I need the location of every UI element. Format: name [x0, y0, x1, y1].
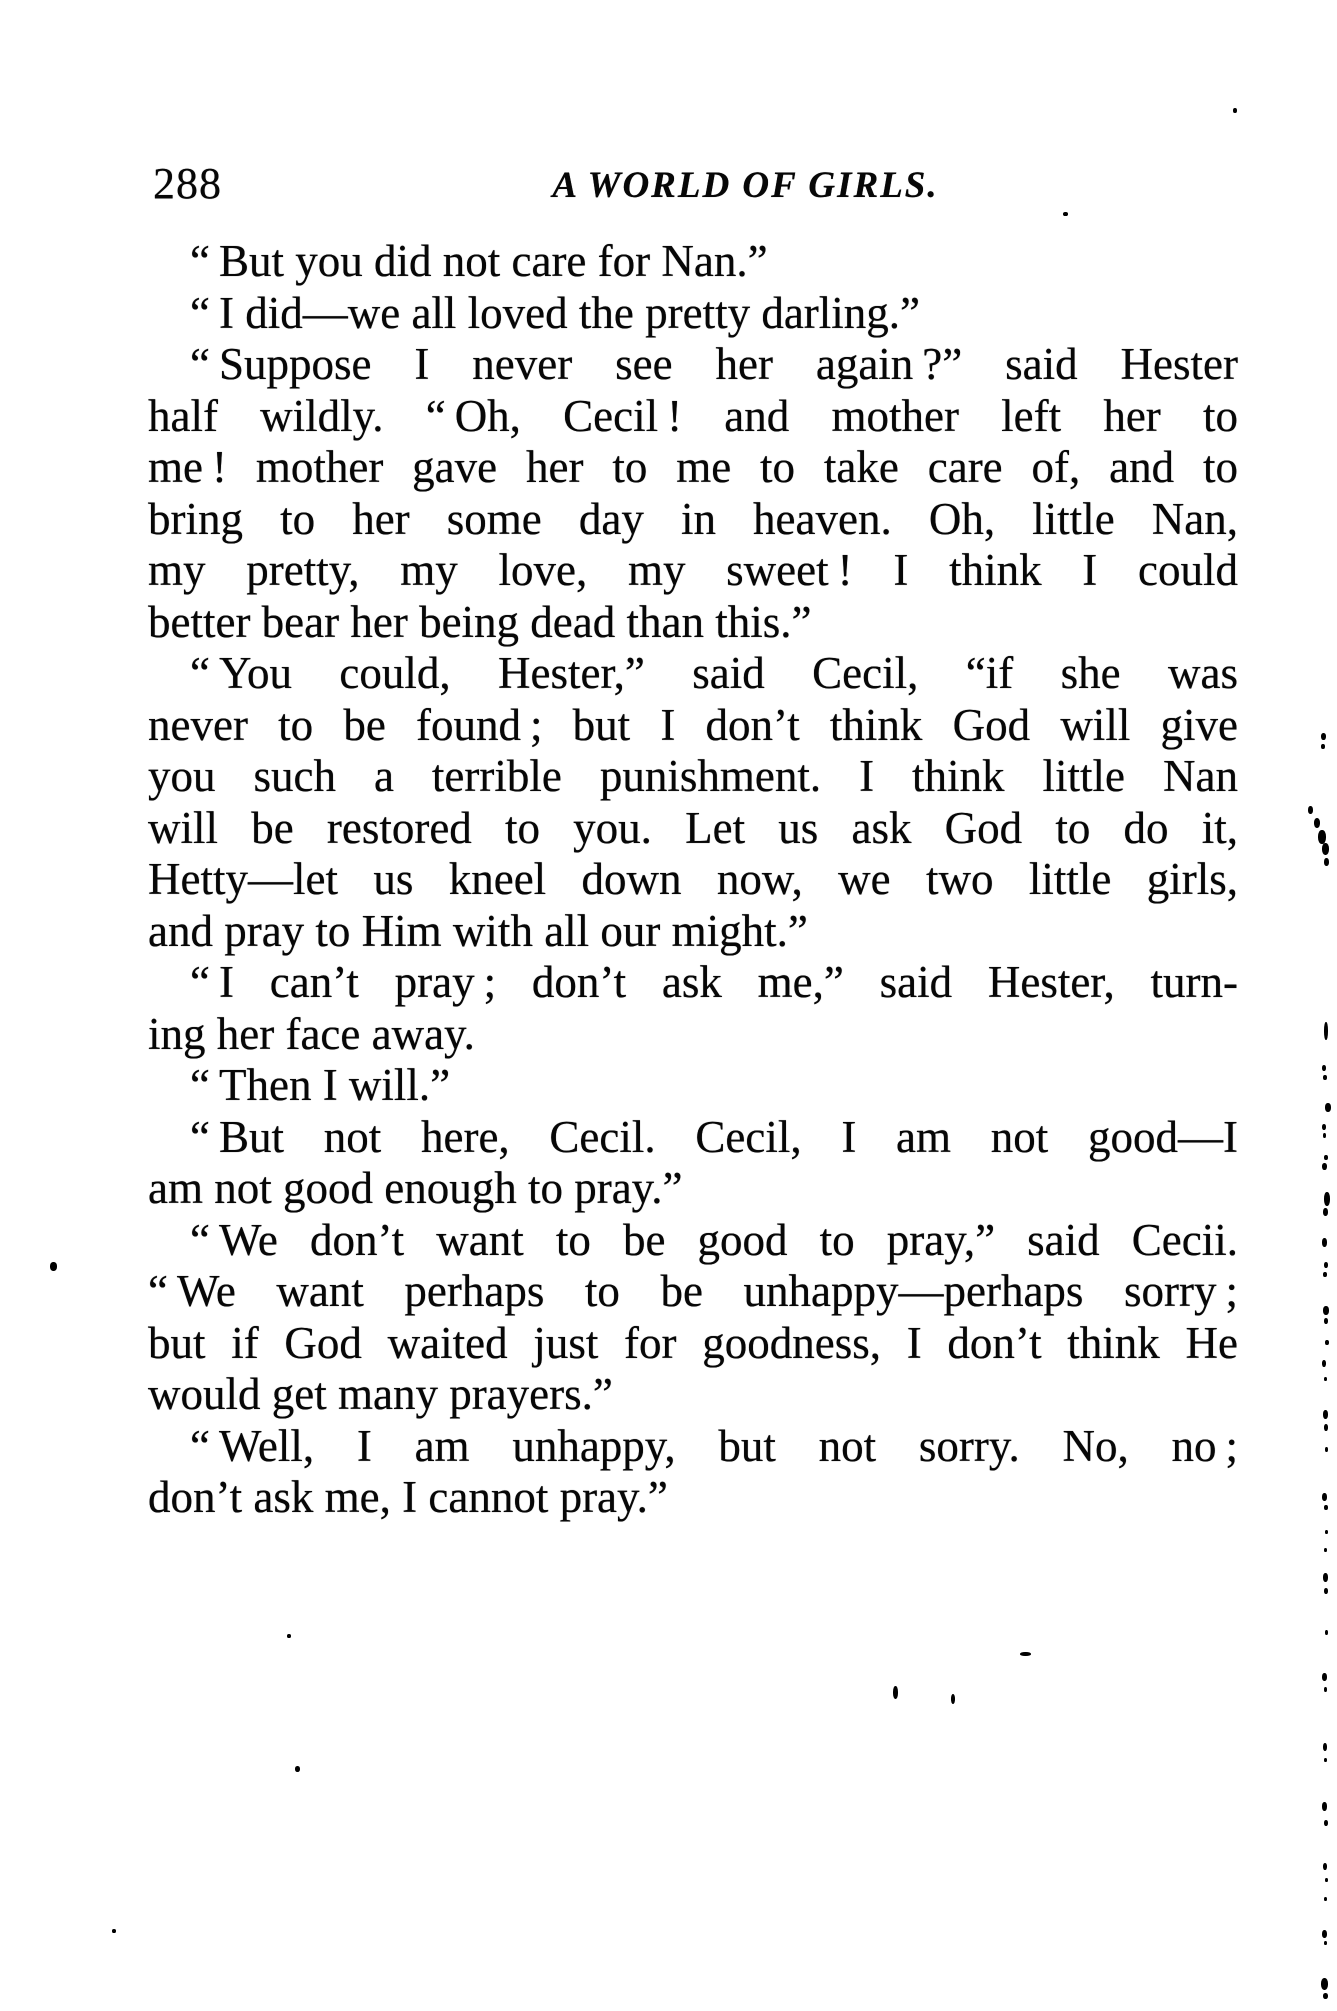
ink-speck — [1324, 1192, 1330, 1206]
ink-speck — [287, 1634, 291, 1638]
ink-speck — [1324, 1155, 1328, 1160]
ink-speck — [1020, 1652, 1031, 1656]
ink-speck — [1325, 1447, 1328, 1452]
ink-speck — [1314, 818, 1320, 828]
ink-speck — [893, 1686, 898, 1699]
text-line: half wildly. “ Oh, Cecil ! and mother left her to — [148, 390, 1238, 441]
ink-speck — [1233, 108, 1237, 113]
ink-speck — [1325, 1630, 1328, 1635]
ink-speck — [1325, 1340, 1329, 1345]
text-line: “ Suppose I never see her again ?” said Hester — [190, 339, 1238, 389]
ink-speck — [1321, 733, 1326, 740]
ink-speck — [1322, 1930, 1327, 1938]
page-number: 288 — [153, 159, 222, 208]
text-line: “ Then I will.” — [190, 1060, 451, 1110]
ink-speck — [295, 1766, 300, 1772]
ink-speck — [1322, 1493, 1327, 1501]
ink-speck — [1308, 806, 1313, 814]
text-line: ing her face away. — [148, 1008, 475, 1059]
ink-speck — [1325, 1103, 1331, 1112]
ink-speck — [1325, 1878, 1328, 1882]
body-text-block — [148, 236, 1238, 1524]
text-line: never to be found ; but I don’t think God will give — [148, 699, 1238, 750]
ink-speck — [1324, 1588, 1328, 1594]
ink-speck — [1322, 1065, 1326, 1071]
text-line: better bear her being dead than this.” — [148, 596, 812, 647]
text-line: my pretty, my love, my sweet ! I think I could — [148, 545, 1238, 595]
text-line: bring to her some day in heaven. Oh, little Nan, — [148, 493, 1238, 544]
ink-speck — [1324, 1022, 1328, 1040]
ink-speck — [1324, 1897, 1327, 1901]
ink-speck — [1323, 1272, 1327, 1277]
ink-speck — [1324, 1318, 1328, 1324]
ink-speck — [1324, 858, 1329, 866]
ink-speck — [1322, 843, 1329, 855]
ink-speck — [1323, 1208, 1328, 1216]
text-line: will be restored to you. Let us ask God to do it, — [148, 802, 1238, 853]
ink-speck — [1322, 1802, 1327, 1811]
text-line: but if God waited just for goodness, I don’t think He — [148, 1317, 1238, 1368]
ink-speck — [1323, 1410, 1328, 1419]
ink-speck — [1323, 1133, 1326, 1138]
ink-speck — [1324, 1548, 1327, 1552]
ink-speck — [50, 1262, 57, 1271]
ink-speck — [1318, 830, 1326, 844]
text-line: you such a terrible punishment. I think little Nan — [148, 751, 1238, 801]
text-line: would get many prayers.” — [148, 1369, 613, 1419]
text-line: “ We don’t want to be good to pray,” said Cecii. — [190, 1214, 1238, 1265]
ink-speck — [1323, 1306, 1329, 1315]
ink-speck — [1323, 1743, 1327, 1751]
text-line: am not good enough to pray.” — [148, 1163, 683, 1213]
text-line: don’t ask me, I cannot pray.” — [148, 1472, 668, 1522]
ink-speck — [1322, 1238, 1327, 1247]
ink-speck — [1321, 744, 1325, 749]
ink-speck — [1323, 1993, 1328, 1999]
text-line: “ You could, Hester,” said Cecil, “if she was — [190, 648, 1238, 698]
ink-speck — [1322, 1124, 1326, 1130]
ink-speck — [1324, 1941, 1327, 1945]
ink-speck — [1324, 1687, 1327, 1692]
ink-speck — [1321, 1978, 1328, 1990]
ink-speck — [112, 1929, 116, 1933]
running-header-title: A WORLD OF GIRLS. — [552, 165, 939, 206]
ink-speck — [1324, 1424, 1328, 1431]
ink-speck — [951, 1694, 955, 1704]
ink-speck — [1322, 1163, 1327, 1170]
ink-speck — [1323, 1075, 1327, 1080]
ink-speck — [1322, 1360, 1326, 1367]
text-line: “ Well, I am unhappy, but not sorry. No, no ; — [190, 1420, 1238, 1471]
text-line: me ! mother gave her to me to take care of, and to — [148, 442, 1238, 492]
text-line: “ I did—we all loved the pretty darling.” — [190, 287, 921, 338]
ink-speck — [1324, 1758, 1327, 1762]
ink-speck — [1324, 1820, 1328, 1826]
text-line: and pray to Him with all our might.” — [148, 905, 808, 956]
ink-speck — [1324, 1505, 1328, 1510]
text-line: “ We want perhaps to be unhappy—perhaps sorry ; — [148, 1266, 1238, 1316]
text-line: Hetty—let us kneel down now, we two little girls, — [148, 854, 1238, 904]
ink-speck — [1324, 1377, 1327, 1381]
ink-speck — [1063, 212, 1068, 216]
ink-speck — [1323, 1863, 1327, 1870]
ink-speck — [1323, 1573, 1328, 1582]
ink-speck — [1322, 1673, 1327, 1681]
text-line: “ But you did not care for Nan.” — [190, 236, 768, 286]
text-line: “ But not here, Cecil. Cecil, I am not good—I — [190, 1111, 1238, 1162]
ink-speck — [1324, 1262, 1328, 1268]
ink-speck — [1325, 1530, 1328, 1534]
text-line: “ I can’t pray ; don’t ask me,” said Hester, turn- — [190, 957, 1238, 1007]
